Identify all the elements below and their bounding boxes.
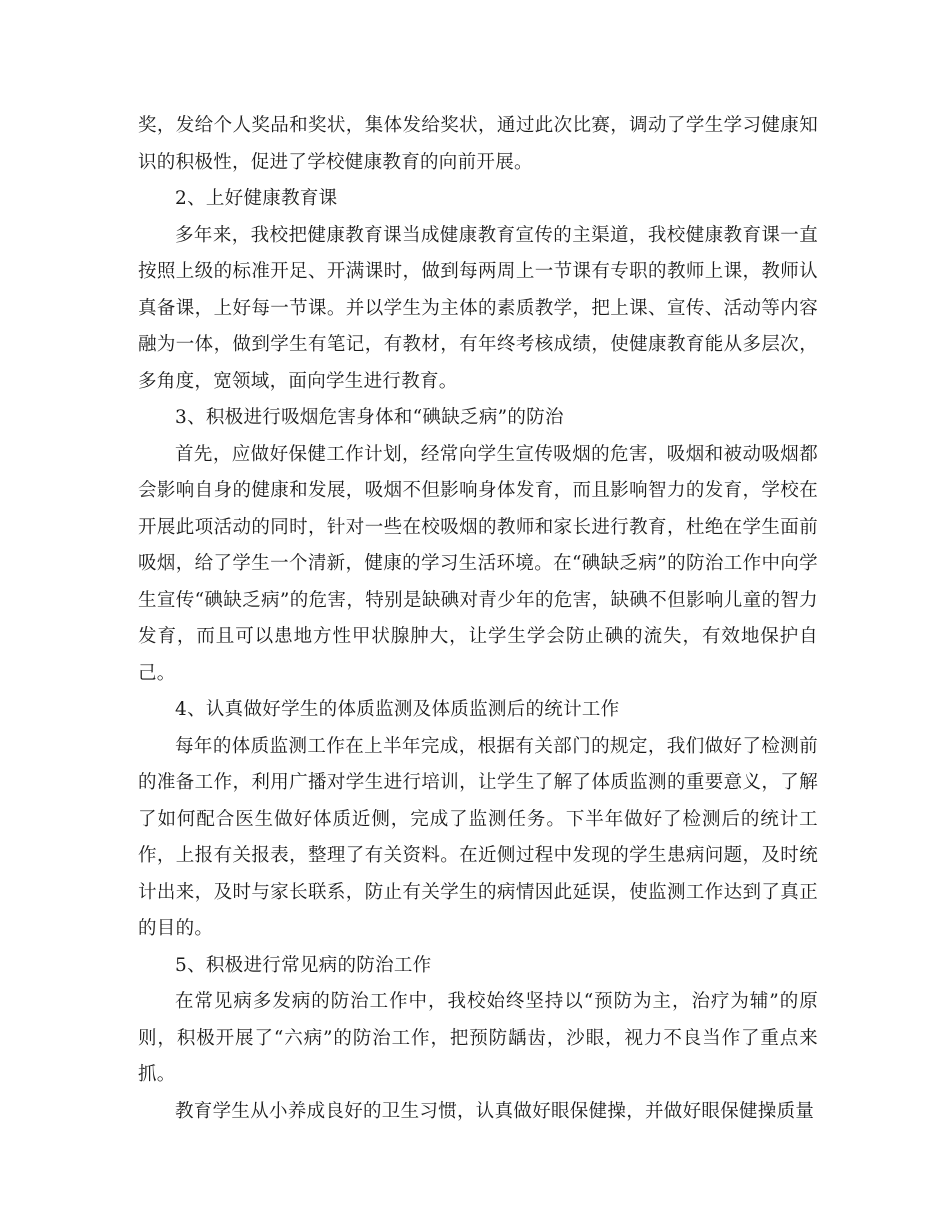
paragraph-common-disease: 在常见病多发病的防治工作中，我校始终坚持以“预防为主，治疗为辅”的原则，积极开展了“六病”的防治工作，把预防龋齿，沙眼，视力不良当作了重点来抓。 [138, 991, 818, 1085]
paragraph-smoking-iodine: 首先，应做好保健工作计划，经常向学生宣传吸烟的危害，吸烟和被动吸烟都会影响自身的健康和发展，吸烟不但影响身体发育，而且影响智力的发育，学校在开展此项活动的同时，针对一些在校吸烟的教师和家长进行教育，杜绝在学生面前吸烟，给了学生一个清新，健康的学习生活环境。在“碘缺乏病”的防治工作中向学生宣传“碘缺乏病”的危害，特别是缺碘对青少年的危害，缺碘不但影响儿童的智力发育，而且可以患地方性甲状腺肿大，让学生学会防止碘的流失，有效地保护自己。 [138, 443, 818, 684]
section-heading-3: 3、积极进行吸烟危害身体和“碘缺乏病”的防治 [175, 407, 564, 428]
paragraph-hygiene-habits: 教育学生从小养成良好的卫生习惯，认真做好眼保健操，并做好眼保健操质量 [175, 1100, 815, 1122]
paragraph-physical-monitoring: 每年的体质监测工作在上半年完成，根据有关部门的规定，我们做好了检测前的准备工作，利用广播对学生进行培训，让学生了解了体质监测的重要意义，了解了如何配合医生做好体质近侧，完成了监测任务。下半年做好了检测后的统计工作，上报有关报表，整理了有关资料。在近侧过程中发现的学生患病问题，及时统计出来，及时与家长联系，防止有关学生的病情因此延误，使监测工作达到了真正的目的。 [138, 735, 818, 939]
document-body [138, 108, 818, 1130]
paragraph-health-class: 多年来，我校把健康教育课当成健康教育宣传的主渠道，我校健康教育课一直按照上级的标准开足、开满课时，做到每两周上一节课有专职的教师上课，教师认真备课，上好每一节课。并以学生为主体的素质教学，把上课、宣传、活动等内容融为一体，做到学生有笔记，有教材，有年终考核成绩，使健康教育能从多层次，多角度，宽领域，面向学生进行教育。 [138, 224, 818, 392]
section-heading-5: 5、积极进行常见病的防治工作 [175, 954, 432, 976]
section-heading-4: 4、认真做好学生的体质监测及体质监测后的统计工作 [175, 699, 620, 720]
section-heading-2: 2、上好健康教育课 [175, 188, 338, 209]
paragraph-continuation: 奖，发给个人奖品和奖状，集体发给奖状，通过此次比赛，调动了学生学习健康知识的积极性，促进了学校健康教育的向前开展。 [138, 115, 818, 173]
